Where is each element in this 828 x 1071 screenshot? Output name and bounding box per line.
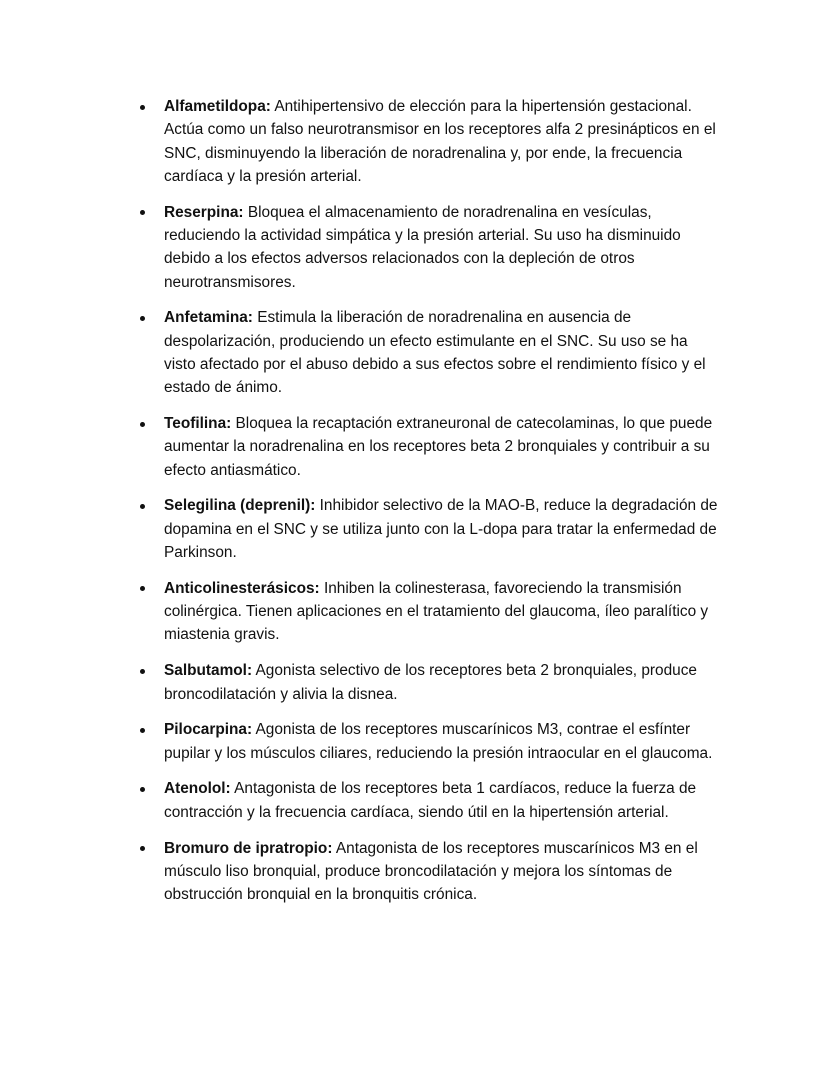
drug-term: Pilocarpina: — [164, 721, 253, 739]
list-item-alfametildopa — [140, 95, 720, 188]
drug-list — [140, 95, 720, 919]
list-item-anticolinesterasicos — [140, 577, 720, 647]
drug-description: Antagonista de los receptores beta 1 cardíacos, reduce la fuerza de contracción y la frecuencia cardíaca, siendo útil en la hipertensión arterial. — [164, 780, 697, 821]
drug-term: Anticolinesterásicos: — [164, 579, 320, 597]
list-item-salbutamol — [140, 659, 720, 706]
drug-description: Inhibidor selectivo de la MAO-B, reduce la degradación de dopamina en el SNC y se utiliza junto con la L-dopa para tratar la enfermedad de Parkinson. — [164, 497, 718, 562]
drug-description: Bloquea la recaptación extraneuronal de catecolaminas, lo que puede aumentar la noradrenalina en los receptores beta 2 bronquiales y contribuir a su efecto antiasmático. — [164, 415, 713, 479]
drug-description: Agonista de los receptores muscarínicos M3, contrae el esfínter pupilar y los músculos ciliares, reduciendo la presión intraocular en el glaucoma. — [164, 721, 713, 762]
drug-term: Salbutamol: — [164, 662, 253, 680]
bullet-icon — [140, 316, 145, 321]
bullet-icon — [140, 669, 145, 674]
drug-term: Anfetamina: — [164, 309, 253, 327]
list-item-anfetamina — [140, 306, 720, 399]
drug-term: Alfametildopa: — [164, 98, 271, 115]
list-item-selegilina — [140, 494, 720, 564]
list-item-pilocarpina — [140, 718, 720, 765]
bullet-icon — [140, 105, 145, 110]
bullet-icon — [140, 728, 145, 733]
drug-term: Atenolol: — [164, 780, 231, 798]
bullet-icon — [140, 210, 145, 215]
drug-description: Antagonista de los receptores muscarínicos M3 en el músculo liso bronquial, produce broncodilatación y mejora los síntomas de obstrucción bronquial en la bronquitis crónica. — [164, 839, 698, 904]
list-item-bromuro-de-ipratropio — [140, 837, 720, 907]
drug-description: Estimula la liberación de noradrenalina en ausencia de despolarización, produciendo un efecto estimulante en el SNC. Su uso se ha visto afectado por el abuso debido a sus efectos sobre el rendimiento físico y el estado de ánimo. — [164, 309, 706, 397]
drug-term: Teofilina: — [164, 415, 232, 433]
list-item-reserpina — [140, 201, 720, 294]
bullet-icon — [140, 586, 145, 591]
drug-term: Bromuro de ipratropio: — [164, 839, 333, 857]
bullet-icon — [140, 787, 145, 792]
drug-term: Reserpina: — [164, 203, 244, 221]
drug-description: Inhiben la colinesterasa, favoreciendo la transmisión colinérgica. Tienen aplicaciones en el tratamiento del glaucoma, íleo paralítico y miastenia gravis. — [164, 579, 709, 644]
drug-description: Agonista selectivo de los receptores beta 2 bronquiales, produce broncodilatación y alivia la disnea. — [164, 662, 697, 703]
drug-description: Bloquea el almacenamiento de noradrenalina en vesículas, reduciendo la actividad simpática y la presión arterial. Su uso ha disminuido debido a los efectos adversos relacionados con la depleción de otros neurotransmisores. — [164, 203, 681, 291]
bullet-icon — [140, 846, 145, 851]
list-item-teofilina — [140, 412, 720, 482]
drug-description: Antihipertensivo de elección para la hipertensión gestacional. Actúa como un falso neurotransmisor en los receptores alfa 2 presinápticos en el SNC, disminuyendo la liberación de noradrenalina y, por ende, la frecuencia cardíaca y la presión arterial. — [164, 98, 716, 185]
list-item-atenolol — [140, 777, 720, 824]
drug-term: Selegilina (deprenil): — [164, 497, 316, 515]
bullet-icon — [140, 504, 145, 509]
bullet-icon — [140, 422, 145, 427]
